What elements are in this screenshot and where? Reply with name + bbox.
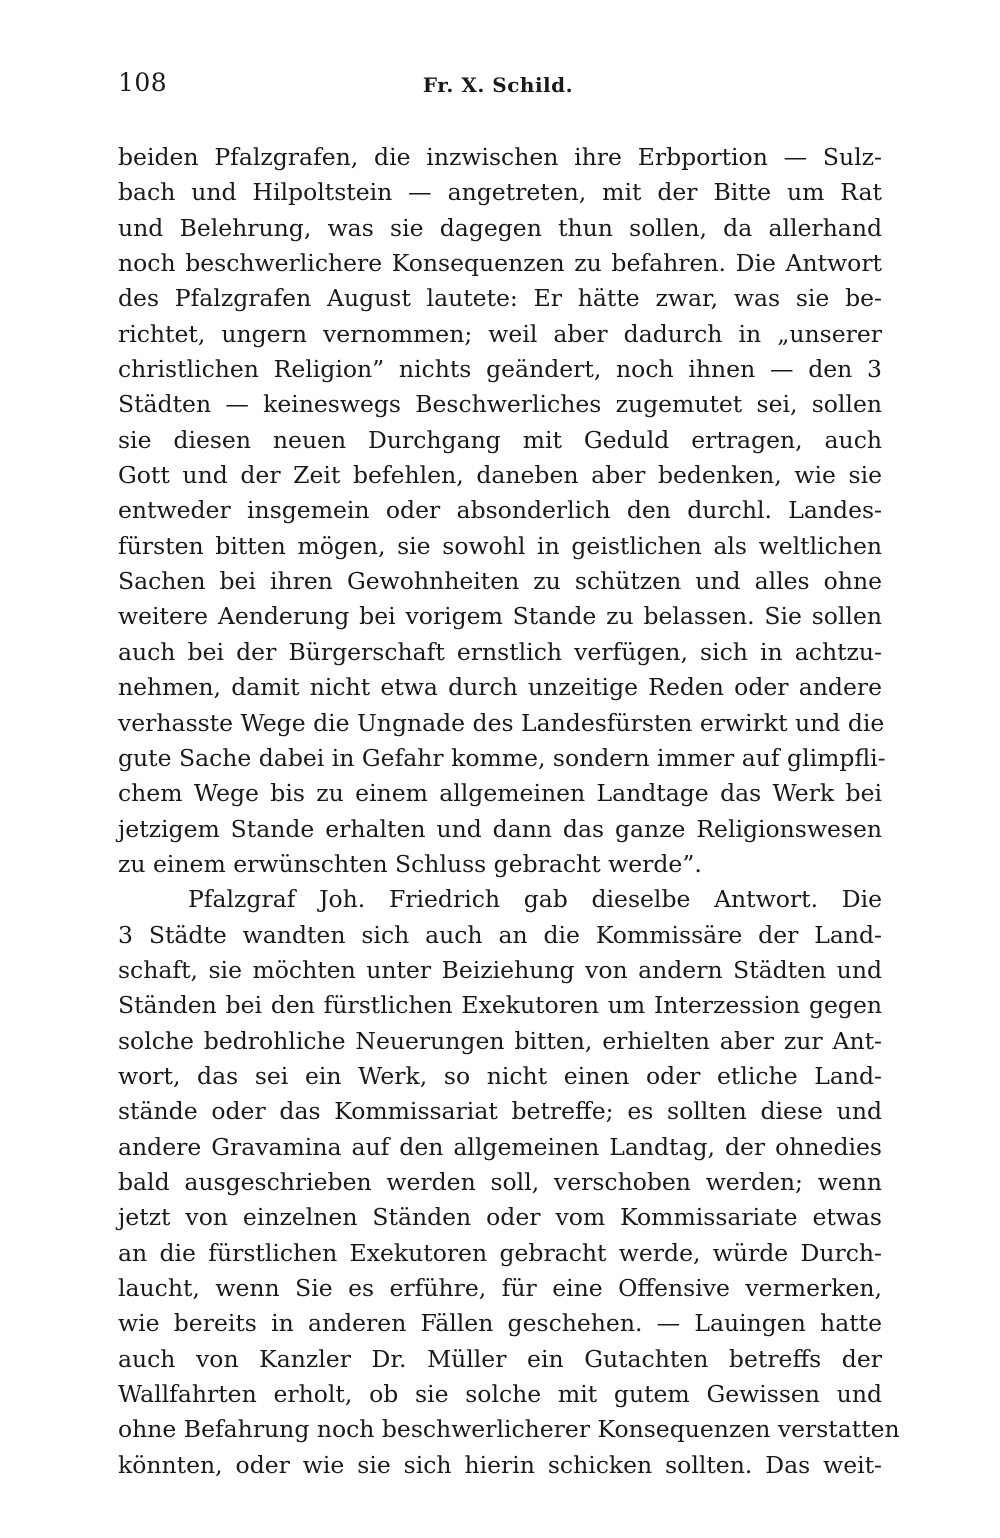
text-line: wort, das sei ein Werk, so nicht einen oder etliche Land- [118,1061,882,1090]
text-line: entweder insgemein oder absonderlich den durchl. Landes- [118,496,882,525]
text-line: andere Gravamina auf den allgemeinen Landtag, der ohnedies [118,1132,882,1161]
text-line: Gott und der Zeit befehlen, daneben aber bedenken, wie sie [118,461,882,490]
text-line: auch von Kanzler Dr. Müller ein Gutachten betreffs der [118,1344,882,1373]
paragraph-start-line: Pfalzgraf Joh. Friedrich gab dieselbe Antwort. Die [188,885,882,914]
text-line: nehmen, damit nicht etwa durch unzeitige Reden oder andere [118,673,882,702]
body-text [118,140,900,1483]
text-line: könnten, oder wie sie sich hierin schicken sollten. Das weit- [118,1450,882,1479]
text-line: richtet, ungern vernommen; weil aber dadurch in „unserer [118,319,882,348]
page-number: 108 [118,68,168,97]
text-line: bald ausgeschrieben werden soll, verschoben werden; wenn [118,1167,882,1196]
text-line: gute Sache dabei in Gefahr komme, sondern immer auf glimpfli- [118,743,886,772]
text-line: wie bereits in anderen Fällen geschehen. — Lauingen hatte [118,1309,882,1338]
text-line: stände oder das Kommissariat betreffe; es sollten diese und [118,1097,882,1126]
paragraph-end-line: zu einem erwünschten Schluss gebracht werde”. [118,849,702,878]
text-line: auch bei der Bürgerschaft ernstlich verfügen, sich in achtzu- [118,637,882,666]
text-line: und Belehrung, was sie dagegen thun sollen, da allerhand [118,213,882,242]
text-line: jetzigem Stande erhalten und dann das ganze Religionswesen [118,814,882,843]
text-line: Ständen bei den fürstlichen Exekutoren um Interzession gegen [118,991,882,1020]
text-line: chem Wege bis zu einem allgemeinen Landtage das Werk bei [118,779,882,808]
text-line: ohne Befahrung noch beschwerlicherer Konsequenzen verstatten [118,1415,900,1444]
text-line: beiden Pfalzgrafen, die inzwischen ihre Erbportion — Sulz- [118,143,882,171]
running-title: Fr. X. Schild. [422,73,574,97]
text-line: laucht, wenn Sie es erführe, für eine Offensive vermerken, [118,1274,882,1302]
text-line: solche bedrohliche Neuerungen bitten, erhielten aber zur Ant- [118,1026,882,1055]
text-line: christlichen Religion” nichts geändert, noch ihnen — den 3 [118,355,882,384]
text-line: verhasste Wege die Ungnade des Landesfürsten erwirkt und die [118,708,885,737]
text-line: weitere Aenderung bei vorigem Stande zu belassen. Sie sollen [118,602,882,631]
text-line: schaft, sie möchten unter Beiziehung von andern Städten und [118,955,882,984]
text-line: an die fürstlichen Exekutoren gebracht werde, würde Durch- [118,1238,882,1267]
text-line: noch beschwerlichere Konsequenzen zu befahren. Die Antwort [118,249,882,278]
running-head [0,73,1000,97]
text-line: des Pfalzgrafen August lautete: Er hätte zwar, was sie be- [118,284,882,313]
text-line: fürsten bitten mögen, sie sowohl in geistlichen als weltlichen [118,531,882,560]
text-line: 3 Städte wandten sich auch an die Kommissäre der Land- [118,920,882,949]
text-line: sie diesen neuen Durchgang mit Geduld ertragen, auch [118,425,882,454]
text-line: jetzt von einzelnen Ständen oder vom Kommissariate etwas [118,1203,882,1232]
text-line: bach und Hilpoltstein — angetreten, mit der Bitte um Rat [118,178,882,207]
text-line: Sachen bei ihren Gewohnheiten zu schützen und alles ohne [118,567,882,596]
text-line: Städten — keineswegs Beschwerliches zugemutet sei, sollen [118,390,882,419]
text-line: Wallfahrten erholt, ob sie solche mit gutem Gewissen und [118,1380,882,1409]
